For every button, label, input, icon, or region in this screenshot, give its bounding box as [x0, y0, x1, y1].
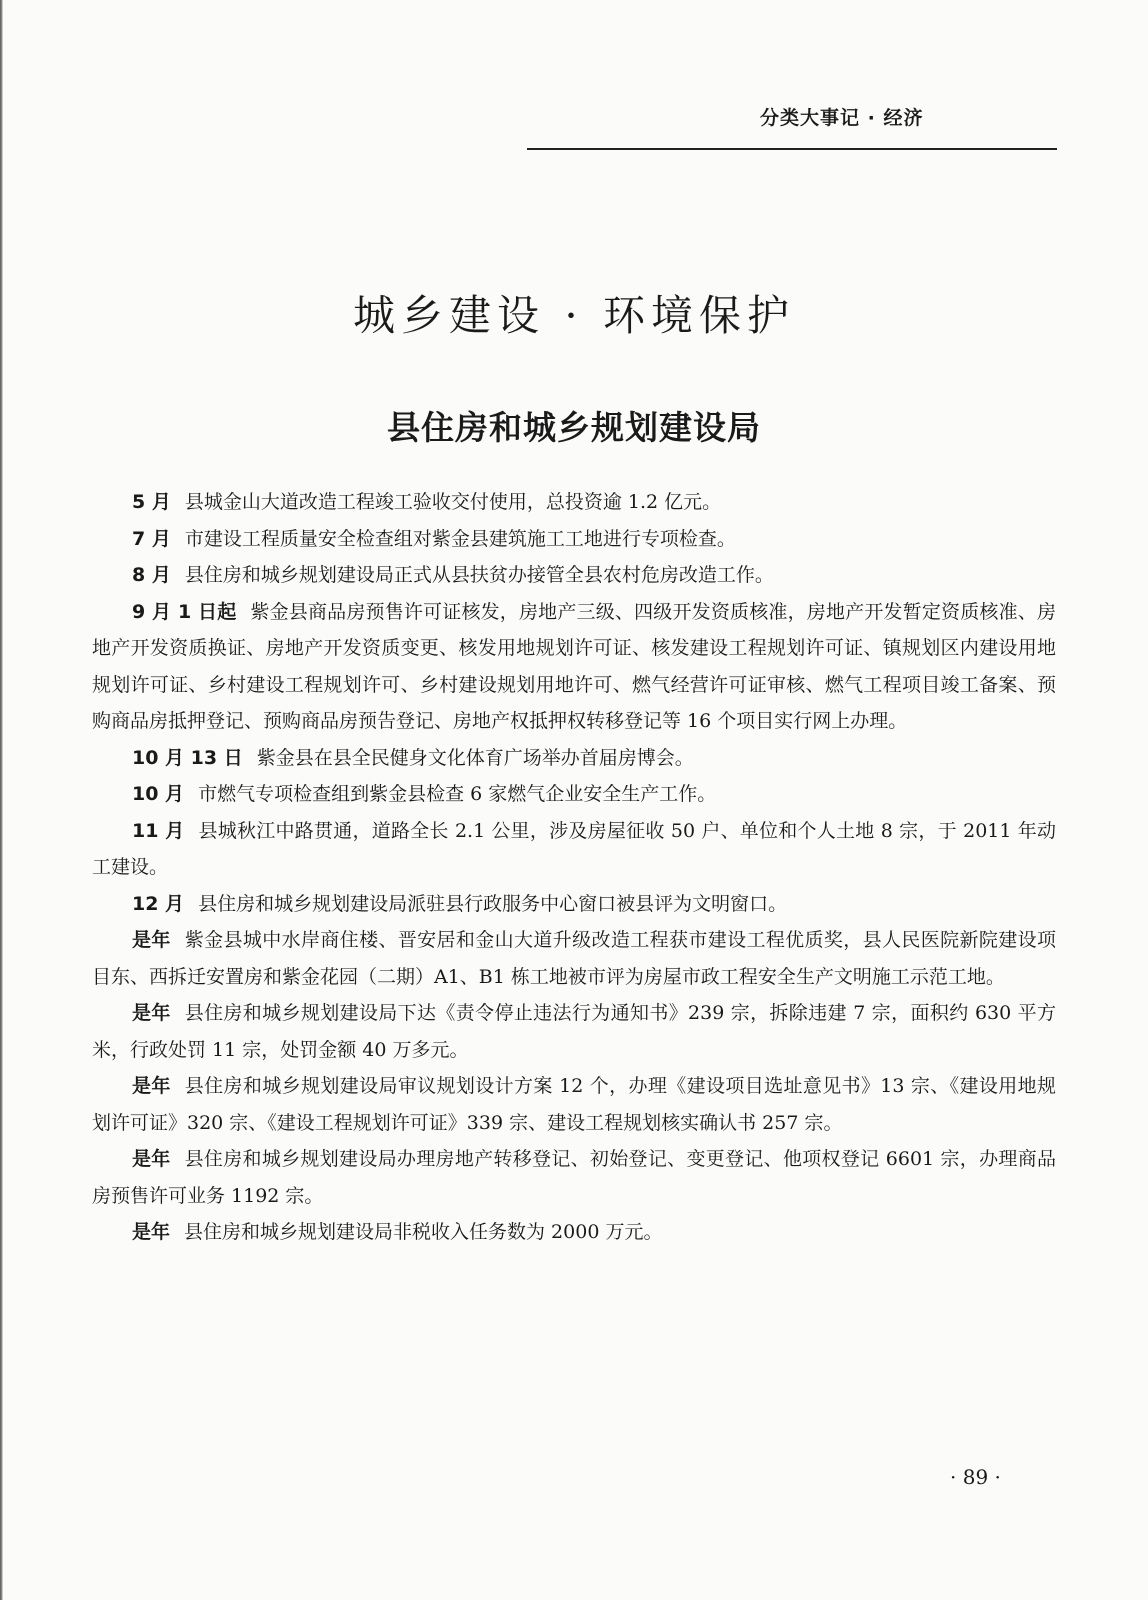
header-rule [527, 148, 1057, 150]
chronicle-entry [92, 1141, 1056, 1214]
entry-text: 县城金山大道改造工程竣工验收交付使用，总投资逾 1.2 亿元。 [184, 491, 722, 513]
entry-date: 10 月 13 日 [132, 746, 243, 769]
chronicle-entry [92, 922, 1056, 995]
chronicle-entry [92, 776, 1056, 813]
entry-date: 是年 [132, 1221, 171, 1243]
org-title: 县住房和城乡规划建设局 [387, 408, 761, 447]
section-title: 城乡建设 · 环境保护 [352, 291, 796, 340]
entry-text: 县住房和城乡规划建设局下达《责令停止违法行为通知书》239 宗，拆除违建 7 宗，面积约 630 平方米，行政处罚 11 宗，处罚金额 40 万多元。 [92, 1002, 1056, 1061]
entry-date: 是年 [132, 929, 171, 951]
chronicle-entry [92, 557, 1056, 594]
chronicle-entry [92, 740, 1056, 777]
page-binding-edge [0, 0, 3, 1600]
entry-text: 市燃气专项检查组到紫金县检查 6 家燃气企业安全生产工作。 [198, 783, 717, 805]
entry-text: 紫金县在县全民健身文化体育广场举办首届房博会。 [256, 746, 694, 769]
entry-date: 7 月 [132, 527, 171, 550]
entry-text: 紫金县商品房预售许可证核发，房地产三级、四级开发资质核准，房地产开发暂定资质核准、房地产开发资质换证、房地产开发资质变更、核发用地规划许可证、核发建设工程规划许可证、镇规划区内建设用地规划许可证、乡村建设工程规划许可、乡村建设规划用地许可、燃气经营许可证审核、燃气工程项目竣工备案、预购商品房抵押登记、预购商品房预告登记、房地产权抵押权转移登记等 16 个项目实行网上办理。 [92, 600, 1056, 732]
entry-date: 9 月 1 日起 [132, 600, 237, 623]
chronicle-entries [92, 484, 1056, 1251]
entry-text: 县住房和城乡规划建设局非税收入任务数为 2000 万元。 [184, 1221, 663, 1243]
entry-date: 是年 [132, 1148, 171, 1170]
entry-date: 11 月 [132, 819, 185, 842]
entry-date: 5 月 [132, 491, 171, 513]
chronicle-entry [92, 521, 1056, 558]
entry-date: 是年 [132, 1002, 171, 1024]
chronicle-entry [92, 1214, 1056, 1251]
entry-text: 县住房和城乡规划建设局审议规划设计方案 12 个，办理《建设项目选址意见书》13 宗、《建设用地规划许可证》320 宗、《建设工程规划许可证》339 宗、建设工程规划核实确认书 257 宗。 [92, 1075, 1056, 1134]
page-number: · 89 · [950, 1465, 1001, 1489]
entry-text: 县住房和城乡规划建设局正式从县扶贫办接管全县农村危房改造工作。 [184, 564, 774, 586]
entry-date: 12 月 [132, 892, 185, 915]
chronicle-entry [92, 1068, 1056, 1141]
entry-date: 8 月 [132, 564, 171, 586]
chronicle-entry [92, 886, 1056, 923]
entry-text: 县住房和城乡规划建设局派驻县行政服务中心窗口被县评为文明窗口。 [198, 892, 788, 915]
running-header: 分类大事记 · 经济 [760, 107, 924, 129]
chronicle-entry [92, 484, 1056, 521]
entry-text: 县城秋江中路贯通，道路全长 2.1 公里，涉及房屋征收 50 户、单位和个人土地 8 宗，于 2011 年动工建设。 [92, 819, 1057, 878]
entry-date: 10 月 [132, 783, 185, 805]
entry-text: 市建设工程质量安全检查组对紫金县建筑施工工地进行专项检查。 [184, 527, 736, 550]
chronicle-entry [92, 813, 1056, 886]
chronicle-entry [92, 995, 1056, 1068]
entry-date: 是年 [132, 1075, 171, 1097]
chronicle-entry [92, 594, 1056, 740]
entry-text: 紫金县城中水岸商住楼、晋安居和金山大道升级改造工程获市建设工程优质奖，县人民医院新院建设项目东、西拆迁安置房和紫金花园（二期）A1、B1 栋工地被市评为房屋市政工程安全生产文明施工示范工地。 [92, 929, 1056, 988]
entry-text: 县住房和城乡规划建设局办理房地产转移登记、初始登记、变更登记、他项权登记 6601 宗，办理商品房预售许可业务 1192 宗。 [92, 1148, 1056, 1207]
